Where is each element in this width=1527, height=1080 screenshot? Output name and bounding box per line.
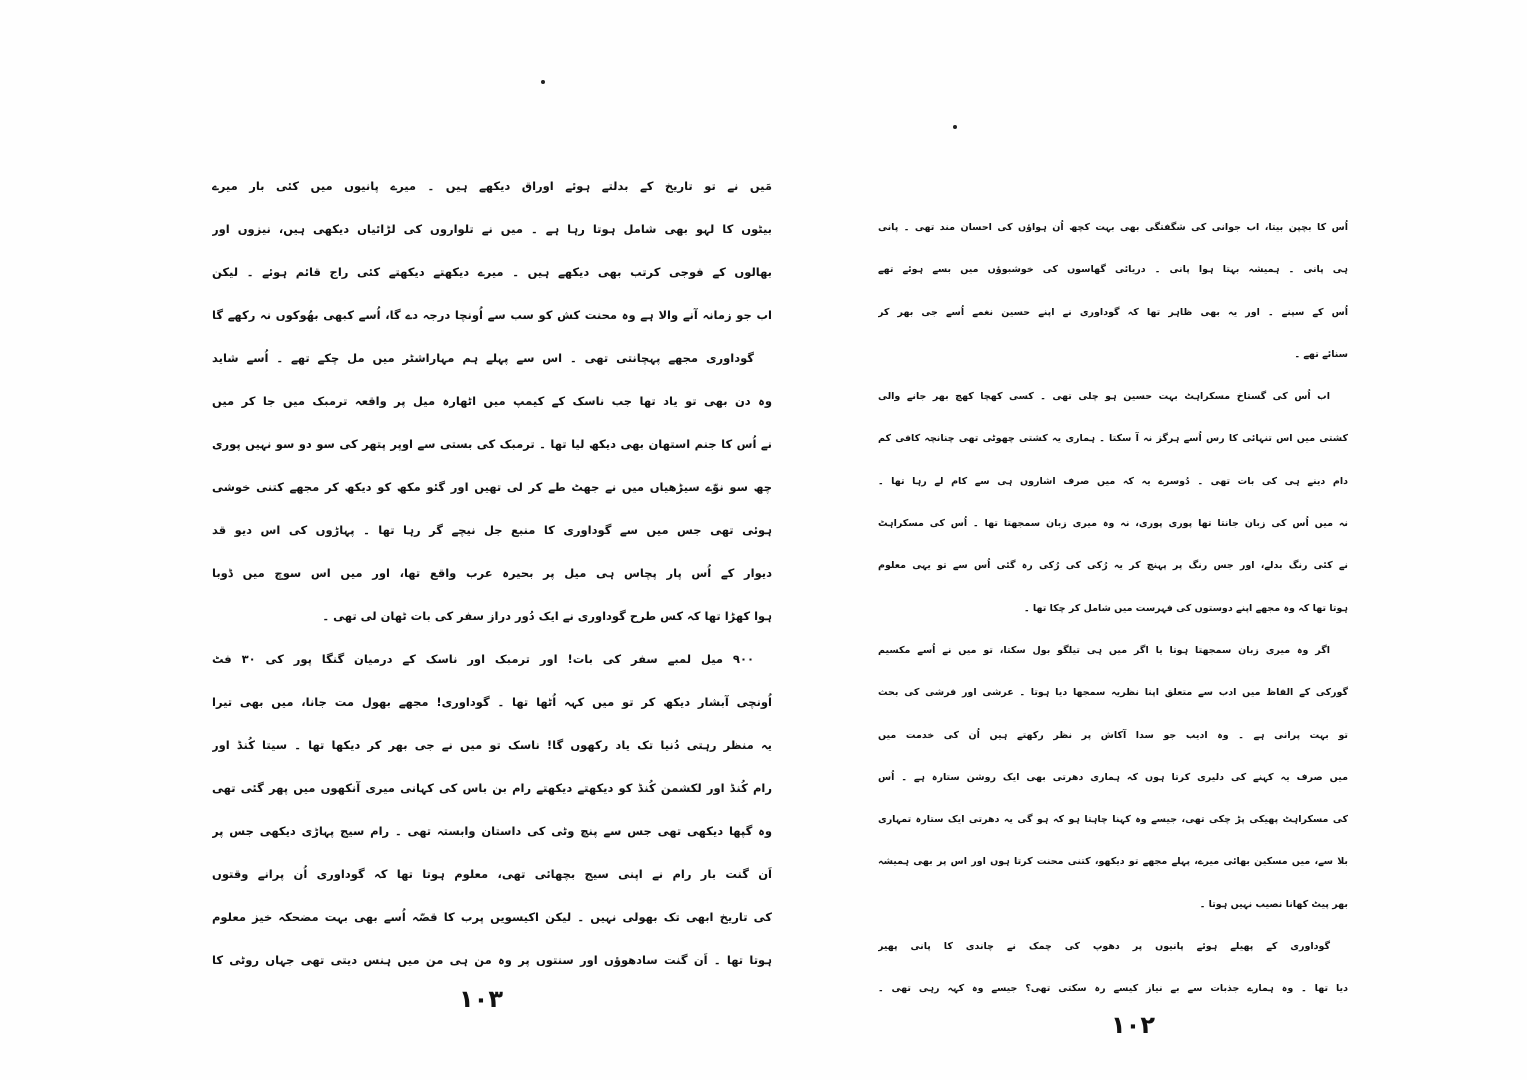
text-line: نے کئی رنگ بدلے، اور جس رنگ پر پہنچ کر یہ رُکی کی رُکی رہ گئی اُس سے تو یہی معلوم (878, 560, 1348, 572)
text-line: میں صرف یہ کہنے کی دلیری کرتا ہوں کہ ہماری دھرتی بھی ایک روشن ستارہ ہے ۔ اُس (878, 771, 1348, 783)
text-line: اُس کا بچپن بیتا، اب جوانی کی شگفتگی بھی بہت کچھ اُن ہواؤں کی احسان مند تھی ۔ پانی (878, 222, 1348, 233)
text-line: بیٹوں کا لہو بھی شامل ہوتا رہا ہے ۔ میں نے تلواروں کی لڑائیاں دیکھی ہیں، نیزوں اور (212, 222, 772, 236)
text-line: ہی پانی ۔ ہمیشہ بہتا ہوا پانی ۔ دریائی گھاسوں کی خوشبوؤں میں بسے ہوئے تھے (878, 264, 1348, 276)
text-line: مَیں نے تو تاریخ کے بدلتے ہوئے اوراق دیکھے ہیں ۔ میرے پانیوں میں کئی بار میرے (212, 179, 772, 193)
page-number-right: ۱۰۲ (1111, 1011, 1155, 1039)
text-line: دام دینے ہی کی بات تھی ۔ دُوسرے یہ کہ میں صرف اشاروں ہی سے کام لے رہا تھا ۔ (878, 475, 1348, 487)
text-line: اگر وہ میری زبان سمجھتا ہوتا یا اگر میں ہی تیلگو بول سکتا، تو میں نے اُسے مکسیم (878, 644, 1330, 656)
text-line: بھر پیٹ کھانا نصیب نہیں ہوتا ۔ (1199, 898, 1348, 910)
right-page-text (878, 207, 1348, 1011)
text-line: سنائے تھے ۔ (1294, 348, 1348, 360)
text-line: ہوتا تھا کہ وہ مجھے اپنے دوستوں کی فہرست میں شامل کر چکا تھا ۔ (1024, 602, 1348, 614)
text-line: کی مسکراہٹ پھیکی پڑ چکی تھی، جیسے وہ کہنا چاہتا ہو کہ ہو گی یہ دھرتی ایک ستارہ تمہاری (878, 814, 1348, 826)
text-line: رام کُنڈ اور لکشمن کُنڈ کو دیکھتے دیکھتے رام بن باس کی کہانی میری آنکھوں میں پھر گئی تھی (212, 781, 772, 795)
text-line: ہوتا تھا ۔ اَن گنت سادھوؤں اور سنتوں پر وہ من ہی من میں ہنس دیتی تھی جہاں روٹی کا (212, 953, 772, 967)
text-line: گورکی کے الفاظ میں ادب سے متعلق اپنا نظریہ سمجھا دیا ہوتا ۔ عرشی اور فرشی کی بحث (878, 687, 1348, 699)
text-line: بھالوں کے فوجی کرتب بھی دیکھے ہیں ۔ میرے دیکھتے دیکھتے کئی راج قائم ہوئے ۔ لیکن (212, 265, 772, 279)
text-line: ہوا کھڑا تھا کہ کس طرح گوداوری نے ایک دُور دراز سفر کی بات ٹھان لی تھی ۔ (322, 609, 772, 623)
text-line: ہوئی تھی جس میں سے گوداوری کا منبع جل نیچے گر رہا تھا ۔ پہاڑوں کی اس دیو قد (212, 523, 772, 537)
text-line: وہ دن بھی تو یاد تھا جب ناسک کے کیمپ میں اٹھارہ میل پر واقعہ ترمبک میں جا کر میں (212, 394, 772, 408)
text-line: دیا تھا ۔ وہ ہمارے جذبات سے بے نیاز کیسے رہ سکتی تھی؟ جیسے وہ کہہ رہی تھی ۔ (878, 983, 1348, 995)
page-number-left: ۱۰۳ (459, 985, 503, 1013)
text-line: وہ گپھا دیکھی تھی جس سے پنچ وٹی کی داستان وابستہ تھی ۔ رام سیج پہاڑی دیکھی جس پر (212, 824, 772, 838)
text-line: چھ سو نوّے سیڑھیاں میں نے جھٹ طے کر لی تھیں اور گئو مکھ کو دیکھ کر مجھے کتنی خوشی (212, 480, 772, 494)
text-line: گوداوری مجھے پہچانتی تھی ۔ اس سے پہلے ہم مہاراشٹر میں مل چکے تھے ۔ اُسے شاید (212, 351, 754, 365)
text-line: کشتی میں اس تنہائی کا رس اُسے ہرگز نہ آ سکتا ۔ ہماری یہ کشتی چھوٹی تھی چنانچہ کافی کم (878, 433, 1348, 445)
text-line: اَن گنت بار رام نے اپنی سیج بچھائی تھی، معلوم ہوتا تھا کہ گوداوری اُن پرانے وقتوں (212, 867, 772, 881)
page-mark-right (953, 125, 957, 129)
text-line: اب اُس کی گستاخ مسکراہٹ بہت حسین ہو چلی تھی ۔ کسی کھچا کھچ بھر جانے والی (878, 391, 1330, 403)
text-line: نہ میں اُس کی زبان جانتا تھا پوری پوری، نہ وہ میری زبان سمجھتا تھا ۔ اُس کی مسکراہٹ (878, 518, 1348, 530)
text-line: اُس کے سپنے ۔ اور یہ بھی ظاہر تھا کہ گوداوری نے اپنے حسین نغمے اُسے جی بھر کر (878, 306, 1348, 318)
left-page-text (212, 165, 772, 982)
page-mark-left (541, 80, 545, 84)
text-line: گوداوری کے پھیلے ہوئے پانیوں پر دھوپ کی چمک نے چاندی کا پانی پھیر (878, 941, 1330, 953)
text-line: تو بہت پرانی ہے ۔ وہ ادیب جو سدا آکاش پر نظر رکھتے ہیں اُن کی خدمت میں (878, 729, 1348, 741)
text-line: بلا سے، میں مسکین بھائی میرے، پہلے مجھے تو دیکھو، کتنی محنت کرتا ہوں اور اس پر بھی ہمیشہ (878, 856, 1348, 868)
text-line: کی تاریخ ابھی تک بھولی نہیں ۔ لیکن اکیسویں پرب کا قصّہ اُسے بھی بہت مضحکہ خیز معلوم (212, 910, 772, 924)
text-line: یہ منظر رہتی دُنیا تک یاد رکھوں گا! ناسک تو میں نے جی بھر کر دیکھا تھا ۔ سیتا کُنڈ اور (212, 738, 772, 752)
text-line: اُونچی آبشار دیکھ کر تو میں کہہ اُٹھا تھا ۔ گوداوری! مجھے بھول مت جانا، میں بھی تیرا (212, 695, 772, 709)
text-line: نے اُس کا جنم استھان بھی دیکھ لیا تھا ۔ ترمبک کی بستی سے اوپر پتھر کی سو دو سو نہیں پوری (212, 437, 772, 451)
text-line: اب جو زمانہ آنے والا ہے وہ محنت کش کو سب سے اُونچا درجہ دے گا، اُسے کبھی بھُوکوں نہ رکھے گا (212, 308, 772, 322)
text-line: ۹۰۰ میل لمبے سفر کی بات! اور ترمبک اور ناسک کے درمیان گنگا پور کی ۳۰ فٹ (212, 652, 754, 666)
text-line: دیوار کے اُس پار پچاس ہی میل پر بحیرہ عرب واقع تھا، اور میں اس سوچ میں ڈوبا (212, 566, 772, 580)
